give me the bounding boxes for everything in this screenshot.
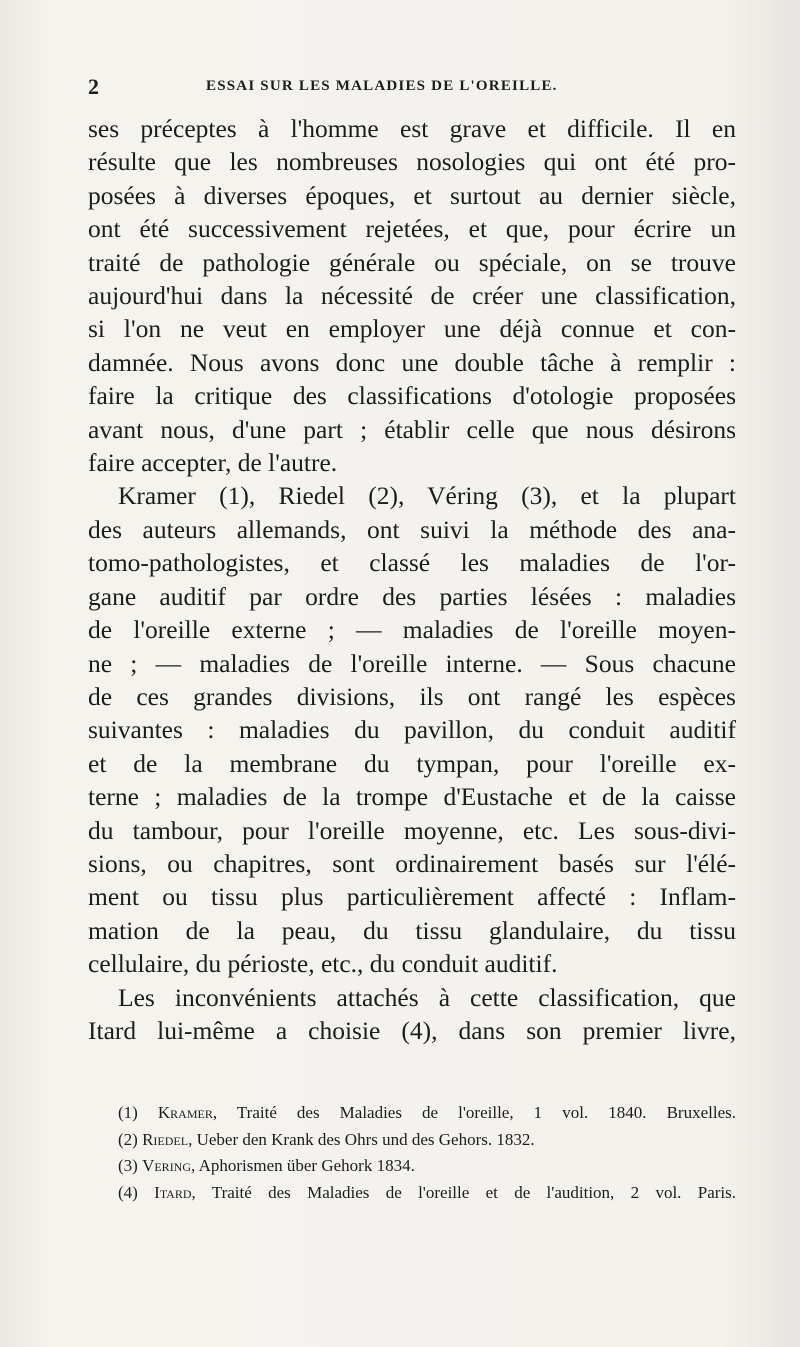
- text-line: terne ; maladies de la trompe d'Eustache et de la caisse: [88, 782, 736, 812]
- footnote-number: (4): [118, 1182, 138, 1202]
- text-line: de ces grandes divisions, ils ont rangé les espèces: [88, 681, 736, 711]
- footnote: [88, 1127, 736, 1154]
- text-line: si l'on ne veut en employer une déjà connue et con-: [88, 314, 736, 344]
- text-line: mation de la peau, du tissu glandulaire, du tissu: [88, 915, 736, 945]
- text-line: Kramer (1), Riedel (2), Véring (3), et la plupart: [118, 481, 736, 511]
- footnote-text: Traité des Maladies de l'oreille, 1 vol. 1840. Bruxelles.: [236, 1103, 737, 1122]
- text-line: des auteurs allemands, ont suivi la méthode des ana-: [88, 514, 736, 544]
- text-line: traité de pathologie générale ou spéciale, on se trouve: [88, 247, 736, 277]
- footnote-text: Aphorismen über Gehork 1834.: [198, 1156, 415, 1175]
- text-line: ont été successivement rejetées, et que, pour écrire un: [88, 214, 736, 244]
- footnote-author: Itard,: [154, 1182, 196, 1202]
- text-line: sions, ou chapitres, sont ordinairement basés sur l'élé-: [88, 848, 736, 878]
- footnote: [88, 1180, 736, 1207]
- page-header: [88, 74, 738, 104]
- text-line: ses préceptes à l'homme est grave et difficile. Il en: [88, 114, 736, 143]
- running-title: ESSAI SUR LES MALADIES DE L'OREILLE.: [206, 78, 558, 94]
- footnote-number: (1): [118, 1103, 138, 1122]
- text-line: faire accepter, de l'autre.: [88, 448, 338, 478]
- text-line: et de la membrane du tympan, pour l'oreille ex-: [88, 748, 736, 778]
- footnotes: [88, 1100, 736, 1206]
- footnote-number: (3): [118, 1156, 138, 1175]
- text-line: aujourd'hui dans la nécessité de créer une classification,: [88, 281, 736, 311]
- text-line: suivantes : maladies du pavillon, du conduit auditif: [88, 715, 736, 745]
- footnote: [88, 1100, 736, 1127]
- text-line: tomo-pathologistes, et classé les maladies de l'or-: [88, 548, 736, 578]
- text-line: avant nous, d'une part ; établir celle que nous désirons: [88, 414, 736, 444]
- page-number: 2: [88, 74, 99, 99]
- text-line: Itard lui-même a choisie (4), dans son premier livre,: [88, 1015, 736, 1045]
- text-line: gane auditif par ordre des parties lésées : maladies: [88, 581, 736, 611]
- body-text: [88, 112, 736, 1047]
- text-line: résulte que les nombreuses nosologies qui ont été pro-: [88, 147, 736, 177]
- text-line: du tambour, pour l'oreille moyenne, etc. Les sous-divi-: [88, 815, 736, 845]
- text-line: cellulaire, du périoste, etc., du conduit auditif.: [88, 949, 558, 979]
- text-line: Les inconvénients attachés à cette classification, que: [118, 982, 736, 1012]
- text-line: posées à diverses époques, et surtout au dernier siècle,: [88, 180, 736, 210]
- text-line: ment ou tissu plus particulièrement affecté : Inflam-: [88, 882, 736, 912]
- footnote-author: Vering,: [142, 1156, 196, 1175]
- footnote-text: Ueber den Krank des Ohrs und des Gehors. 1832.: [196, 1129, 535, 1149]
- footnote-text: Traité des Maladies de l'oreille et de l'audition, 2 vol. Paris.: [211, 1182, 736, 1202]
- text-line: de l'oreille externe ; — maladies de l'oreille moyen-: [88, 615, 736, 645]
- text-line: faire la critique des classifications d'otologie proposées: [88, 381, 736, 411]
- footnote: [88, 1153, 736, 1180]
- footnote-number: (2): [118, 1129, 138, 1149]
- footnote-author: Kramer,: [157, 1103, 218, 1122]
- text-line: damnée. Nous avons donc une double tâche à remplir :: [88, 347, 736, 377]
- footnote-author: Riedel,: [142, 1129, 193, 1149]
- text-line: ne ; — maladies de l'oreille interne. — Sous chacune: [88, 648, 736, 678]
